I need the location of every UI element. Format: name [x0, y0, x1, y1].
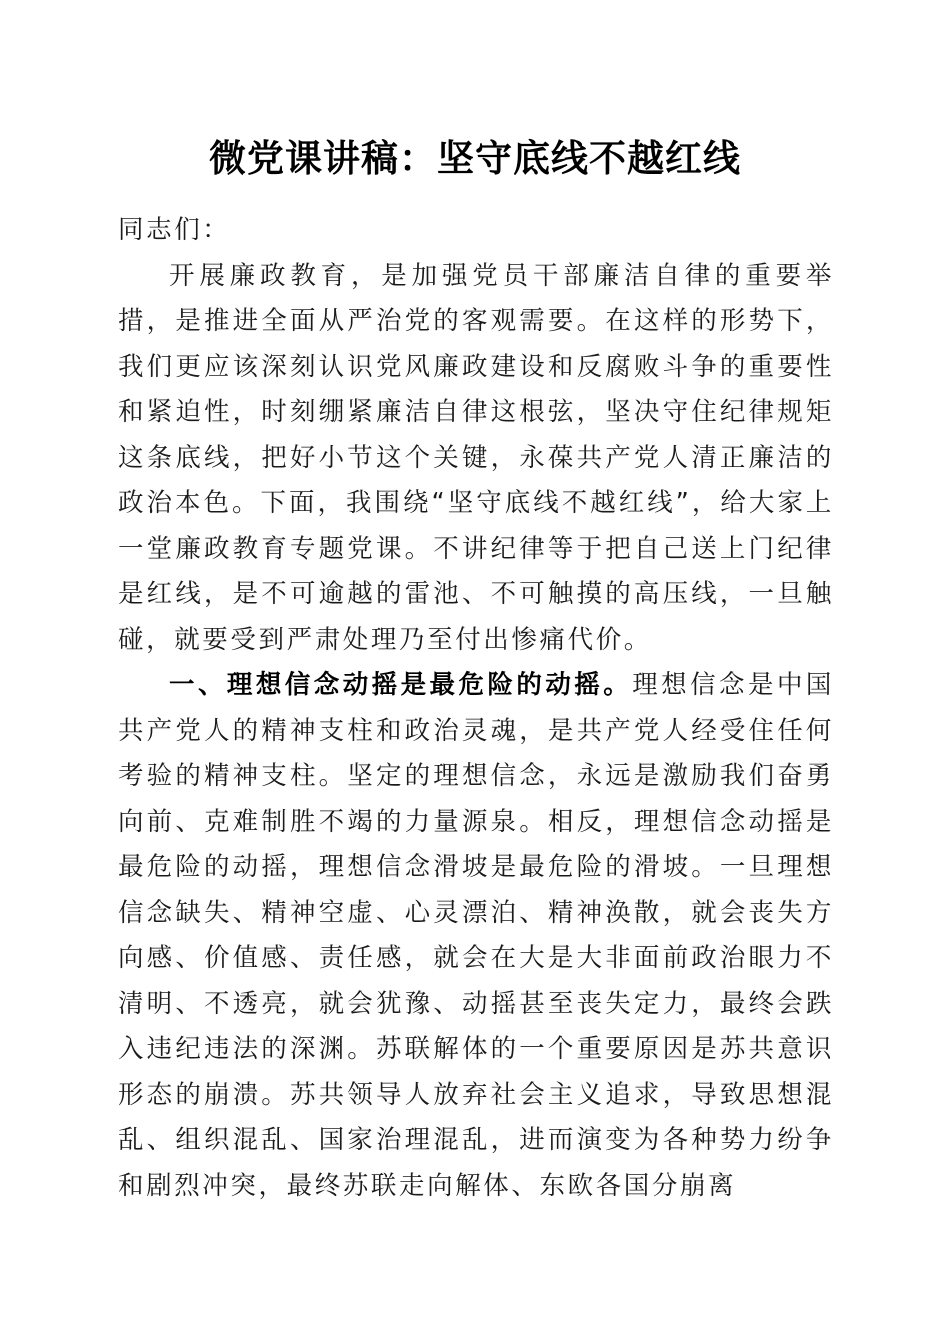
section-1-heading: 一、理想信念动摇是最危险的动摇。 [169, 670, 633, 700]
section-1-paragraph [118, 663, 834, 1209]
greeting: 同志们： [118, 215, 231, 245]
section-1-body: 理想信念是中国共产党人的精神支柱和政治灵魂，是共产党人经受住任何考验的精神支柱。坚定的理想信念，永远是激励我们奋勇向前、克难制胜不竭的力量源泉。相反，理想信念动摇是最危险的动摇，理想信念滑坡是最危险的滑坡。一旦理想信念缺失、精神空虚、心灵漂泊、精神涣散，就会丧失方向感、价值感、责任感，就会在大是大非面前政治眼力不清明、不透亮，就会犹豫、动摇甚至丧失定力，最终会跌入违纪违法的深渊。苏联解体的一个重要原因是苏共意识形态的崩溃。苏共领导人放弃社会主义追求，导致思想混乱、组织混乱、国家治理混乱，进而演变为各种势力纷争和剧烈冲突，最终苏联走向解体、东欧各国分崩离 [118, 670, 835, 1201]
document-title: 微党课讲稿：坚守底线不越红线 [209, 136, 741, 180]
intro-paragraph: 开展廉政教育，是加强党员干部廉洁自律的重要举措，是推进全面从严治党的客观需要。在这样的形势下，我们更应该深刻认识党风廉政建设和反腐败斗争的重要性和紧迫性，时刻绷紧廉洁自律这根弦，坚决守住纪律规矩这条底线，把好小节这个关键，永葆共产党人清正廉洁的政治本色。下面，我围绕“坚守底线不越红线”，给大家上一堂廉政教育专题党课。不讲纪律等于把自己送上门纪律是红线，是不可逾越的雷池、不可触摸的高压线，一旦触碰，就要受到严肃处理乃至付出惨痛代价。 [118, 260, 834, 655]
document-body [118, 208, 834, 1209]
